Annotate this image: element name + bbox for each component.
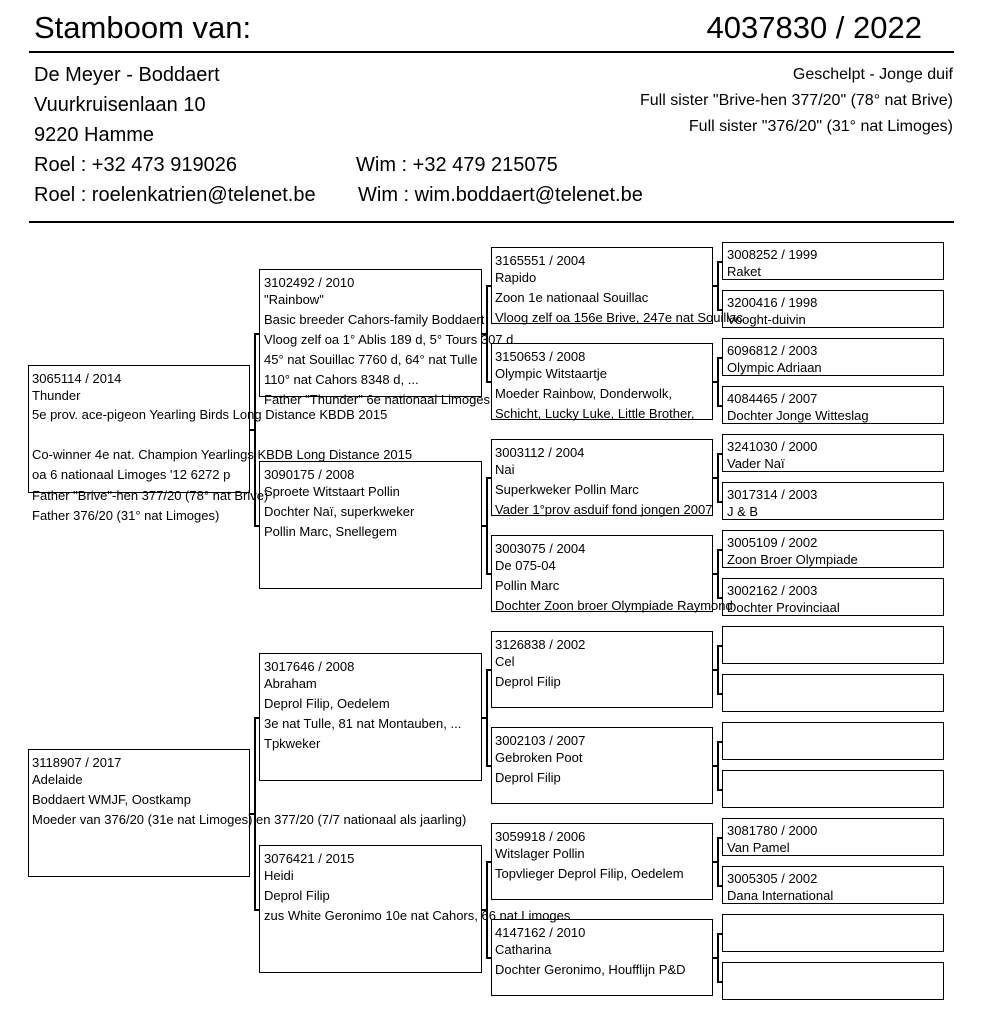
mf-note: Deprol Filip, Oedelem (264, 696, 390, 711)
mother-name: Adelaide (32, 772, 83, 787)
ff-note: Father "Thunder" 6e nationaal Limoges (264, 392, 491, 407)
owner-city: 9220 Hamme (34, 124, 155, 146)
g4-name: J & B (727, 504, 759, 519)
connector-line (482, 717, 486, 719)
connector-line (717, 261, 722, 263)
connector-line (717, 405, 722, 407)
g4-name: Dochter Provinciaal (727, 600, 840, 615)
mfm-ring: 3002103 / 2007 (495, 733, 586, 748)
ffm-name: Olympic Witstaartje (495, 366, 607, 381)
mf-note: Tpkweker (264, 736, 321, 751)
g4-ring: 3241030 / 2000 (727, 439, 818, 454)
email-wim: Wim : wim.boddaert@telenet.be (358, 184, 643, 206)
mother-ring: 3118907 / 2017 (32, 755, 122, 770)
connector-line (486, 765, 491, 767)
pigeon-info-line: Full sister "Brive-hen 377/20" (78° nat Brive) (640, 92, 953, 109)
mf-note: 3e nat Tulle, 81 nat Montauben, ... (264, 716, 462, 731)
g4-name: Dana International (727, 888, 834, 903)
connector-line (713, 957, 717, 959)
father-note: Co-winner 4e nat. Champion Yearlings KBDB Long Distance 2015 (32, 447, 413, 462)
connector-line (713, 381, 717, 383)
connector-line (717, 645, 722, 647)
ff-note: 45° nat Souillac 7760 d, 64° nat Tulle (264, 352, 478, 367)
fmm-ring: 3003075 / 2004 (495, 541, 586, 556)
connector-line (486, 669, 491, 671)
fmf-note: Superkweker Pollin Marc (495, 482, 639, 497)
fmm-note: Dochter Zoon broer Olympiade Raymond (495, 598, 733, 613)
mmm-ring: 4147162 / 2010 (495, 925, 586, 940)
father-note: Father 376/20 (31° nat Limoges) (32, 508, 220, 523)
mmf-note: Topvlieger Deprol Filip, Oedelem (495, 866, 684, 881)
connector-line (254, 909, 259, 911)
connector-line (717, 549, 722, 551)
connector-line (486, 861, 491, 863)
connector-line (717, 453, 719, 501)
fmf-name: Nai (495, 462, 515, 477)
g4-box (722, 770, 944, 808)
fff-note: Zoon 1e nationaal Souillac (495, 290, 649, 305)
connector-line (717, 357, 719, 405)
pigeon-info-line: Geschelpt - Jonge duif (792, 66, 953, 83)
owner-name: De Meyer - Boddaert (34, 64, 220, 86)
mm-note: zus White Geronimo 10e nat Cahors, 66 nat Limoges (264, 908, 571, 923)
connector-line (717, 789, 722, 791)
g4-name: Vooght-duivin (727, 312, 806, 327)
ff-ring: 3102492 / 2010 (264, 275, 355, 290)
mff-note: Deprol Filip (495, 674, 561, 689)
connector-line (486, 381, 491, 383)
connector-line (717, 357, 722, 359)
mm-ring: 3076421 / 2015 (264, 851, 355, 866)
g4-box (722, 722, 944, 760)
connector-line (486, 669, 488, 765)
connector-line (717, 837, 722, 839)
mmf-ring: 3059918 / 2006 (495, 829, 586, 844)
g4-name: Van Pamel (727, 840, 790, 855)
fff-note: Vloog zelf oa 156e Brive, 247e nat Souillac (495, 310, 743, 325)
ff-note: 110° nat Cahors 8348 d, ... (264, 372, 419, 387)
g4-box (722, 914, 944, 952)
connector-line (717, 933, 719, 981)
ring-number-title: 4037830 / 2022 (706, 10, 922, 45)
mfm-name: Gebroken Poot (495, 750, 583, 765)
ffm-note: Moeder Rainbow, Donderwolk, (495, 386, 673, 401)
father-note: Father "Brive"-hen 377/20 (78° nat Brive) (32, 488, 269, 503)
fm-note: Pollin Marc, Snellegem (264, 524, 397, 539)
ff-note: Vloog zelf oa 1° Ablis 189 d, 5° Tours 307 d (264, 332, 514, 347)
mfm-note: Deprol Filip (495, 770, 561, 785)
mother-note: Boddaert WMJF, Oostkamp (32, 792, 191, 807)
ffm-note: Schicht, Lucky Luke, Little Brother, (495, 406, 695, 421)
connector-line (717, 837, 719, 885)
mmf-name: Witslager Pollin (495, 846, 585, 861)
g4-ring: 3005305 / 2002 (727, 871, 818, 886)
fmf-ring: 3003112 / 2004 (495, 445, 585, 460)
mmm-note: Dochter Geronimo, Houfflijn P&D (495, 962, 686, 977)
top-divider (29, 51, 954, 53)
mother-note: Moeder van 376/20 (31e nat Limoges) en 377/20 (7/7 nationaal als jaarling) (32, 812, 467, 827)
fmm-name: De 075-04 (495, 558, 556, 573)
father-name: Thunder (32, 388, 81, 403)
g4-name: Olympic Adriaan (727, 360, 822, 375)
g4-box (722, 674, 944, 712)
connector-line (713, 765, 717, 767)
connector-line (713, 861, 717, 863)
g4-ring: 3002162 / 2003 (727, 583, 818, 598)
father-note: 5e prov. ace-pigeon Yearling Birds Long Distance KBDB 2015 (32, 407, 388, 422)
connector-line (486, 285, 491, 287)
g4-ring: 3008252 / 1999 (727, 247, 818, 262)
fm-note: Dochter Naï, superkweker (264, 504, 415, 519)
fmm-note: Pollin Marc (495, 578, 560, 593)
connector-line (482, 525, 486, 527)
mf-ring: 3017646 / 2008 (264, 659, 355, 674)
bottom-divider (29, 221, 954, 223)
g4-name: Dochter Jonge Witteslag (727, 408, 869, 423)
connector-line (254, 717, 259, 719)
fff-name: Rapido (495, 270, 537, 285)
fmf-note: Vader 1°prov asduif fond jongen 2007 (495, 502, 713, 517)
ff-note: Basic breeder Cahors-family Boddaert (264, 312, 485, 327)
g4-ring: 3017314 / 2003 (727, 487, 818, 502)
g4-box (722, 962, 944, 1000)
mm-note: Deprol Filip (264, 888, 330, 903)
ffm-ring: 3150653 / 2008 (495, 349, 586, 364)
connector-line (486, 957, 491, 959)
connector-line (254, 525, 259, 527)
connector-line (254, 333, 259, 335)
connector-line (713, 477, 717, 479)
g4-ring: 3005109 / 2002 (727, 535, 818, 550)
connector-line (717, 693, 722, 695)
phone-wim: Wim : +32 479 215075 (356, 154, 558, 176)
g4-name: Zoon Broer Olympiade (727, 552, 858, 567)
connector-line (717, 885, 722, 887)
connector-line (717, 933, 722, 935)
g4-ring: 4084465 / 2007 (727, 391, 818, 406)
father-note: oa 6 nationaal Limoges '12 6272 p (32, 467, 231, 482)
mmm-name: Catharina (495, 942, 552, 957)
connector-line (486, 477, 491, 479)
page-title: Stamboom van: (34, 10, 252, 45)
connector-line (713, 285, 717, 287)
connector-line (486, 573, 491, 575)
fff-ring: 3165551 / 2004 (495, 253, 586, 268)
connector-line (717, 741, 722, 743)
pigeon-info (640, 62, 953, 140)
g4-box (722, 626, 944, 664)
g4-name: Raket (727, 264, 761, 279)
mff-ring: 3126838 / 2002 (495, 637, 586, 652)
father-ring: 3065114 / 2014 (32, 371, 122, 386)
fm-ring: 3090175 / 2008 (264, 467, 355, 482)
connector-line (250, 429, 254, 431)
fm-name: Sproete Witstaart Pollin (264, 484, 400, 499)
pigeon-info-line: Full sister "376/20" (31° nat Limoges) (688, 118, 953, 135)
ff-name: "Rainbow" (264, 292, 324, 307)
connector-line (486, 477, 488, 573)
mf-name: Abraham (264, 676, 317, 691)
g4-ring: 3081780 / 2000 (727, 823, 818, 838)
phone-roel: Roel : +32 473 919026 (34, 154, 237, 176)
connector-line (717, 453, 722, 455)
mff-name: Cel (495, 654, 515, 669)
connector-line (717, 741, 719, 789)
connector-line (717, 261, 719, 309)
owner-street: Vuurkruisenlaan 10 (34, 94, 206, 116)
connector-line (717, 549, 719, 597)
connector-line (713, 669, 717, 671)
connector-line (717, 501, 722, 503)
g4-name: Vader Naï (727, 456, 785, 471)
connector-line (717, 645, 719, 693)
mm-name: Heidi (264, 868, 294, 883)
email-roel: Roel : roelenkatrien@telenet.be (34, 184, 316, 206)
connector-line (717, 981, 722, 983)
connector-line (713, 573, 717, 575)
g4-ring: 3200416 / 1998 (727, 295, 818, 310)
g4-ring: 6096812 / 2003 (727, 343, 818, 358)
